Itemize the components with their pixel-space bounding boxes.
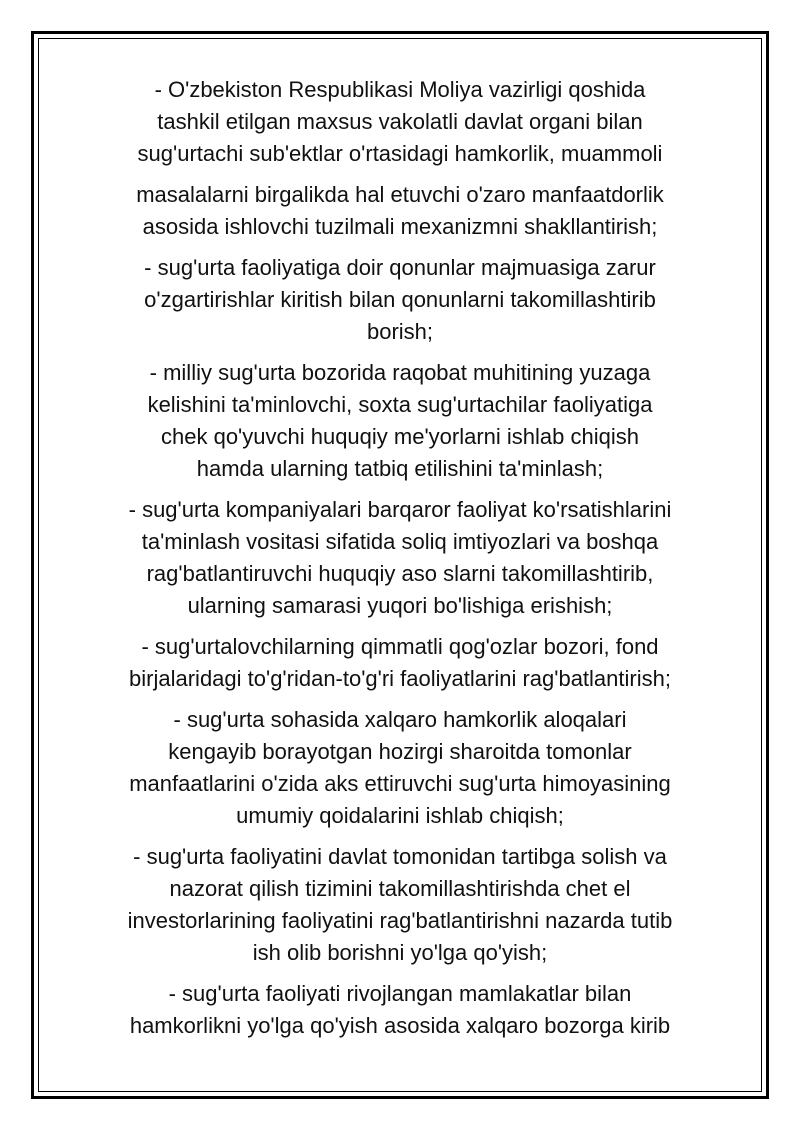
text-line: - sug'urta sohasida xalqaro hamkorlik aloqalari [173, 707, 627, 732]
text-line: - sug'urtalovchilarning qimmatli qog'ozlar bozori, fond [141, 634, 659, 659]
text-line: borish; [366, 319, 434, 344]
text-line: asosida ishlovchi tuzilmali mexanizmni shakllantirish; [142, 214, 658, 239]
text-line: - sug'urta kompaniyalari barqaror faoliyat ko'rsatishlarini [128, 497, 672, 522]
text-line: - sug'urta faoliyatiga doir qonunlar majmuasiga zarur [144, 255, 656, 280]
text-line: hamkorlikni yo'lga qo'yish asosida xalqaro bozorga kirib [129, 1013, 671, 1038]
text-line: ularning samarasi yuqori bo'lishiga erishish; [187, 593, 613, 618]
paragraph [84, 357, 716, 485]
paragraph [84, 631, 716, 695]
text-line: - milliy sug'urta bozorida raqobat muhitining yuzaga [149, 360, 651, 385]
text-line: sug'urtachi sub'ektlar o'rtasidagi hamkorlik, muammoli [137, 141, 663, 166]
text-line: masalalarni birgalikda hal etuvchi o'zaro manfaatdorlik [136, 182, 664, 207]
paragraph [84, 978, 716, 1042]
text-line: hamda ularning tatbiq etilishini ta'minlash; [196, 456, 604, 481]
text-line: nazorat qilish tizimini takomillashtirishda chet el [169, 876, 631, 901]
text-line: - sug'urta faoliyati rivojlangan mamlakatlar bilan [168, 981, 632, 1006]
text-line: investorlarining faoliyatini rag'batlantirishni nazarda tutib [127, 908, 673, 933]
paragraph [84, 252, 716, 348]
text-line: - sug'urta faoliyatini davlat tomonidan tartibga solish va [133, 844, 667, 869]
text-line: o'zgartirishlar kiritish bilan qonunlarni takomillashtirib [144, 287, 656, 312]
text-line: kelishini ta'minlovchi, soxta sug'urtachilar faoliyatiga [147, 392, 653, 417]
text-line: ta'minlash vositasi sifatida soliq imtiyozlari va boshqa [141, 529, 659, 554]
text-line: rag'batlantiruvchi huquqiy aso slarni takomillashtirib, [146, 561, 654, 586]
text-line: ish olib borishni yo'lga qo'yish; [252, 940, 548, 965]
text-line: kengayib borayotgan hozirgi sharoitda tomonlar [168, 739, 632, 764]
text-line: umumiy qoidalarini ishlab chiqish; [236, 803, 564, 828]
text-line: - O'zbekiston Respublikasi Moliya vazirligi qoshida [154, 77, 646, 102]
text-line: birjalaridagi to'g'ridan-to'g'ri faoliyatlarini rag'batlantirish; [129, 666, 671, 691]
paragraph [84, 494, 716, 622]
text-line: manfaatlarini o'zida aks ettiruvchi sug'urta himoyasining [129, 771, 671, 796]
paragraph [84, 179, 716, 243]
paragraph [84, 704, 716, 832]
text-line: tashkil etilgan maxsus vakolatli davlat organi bilan [157, 109, 643, 134]
paragraph [84, 841, 716, 969]
text-line: chek qo'yuvchi huquqiy me'yorlarni ishlab chiqish [161, 424, 639, 449]
document-body [84, 74, 716, 1051]
paragraph [84, 74, 716, 170]
